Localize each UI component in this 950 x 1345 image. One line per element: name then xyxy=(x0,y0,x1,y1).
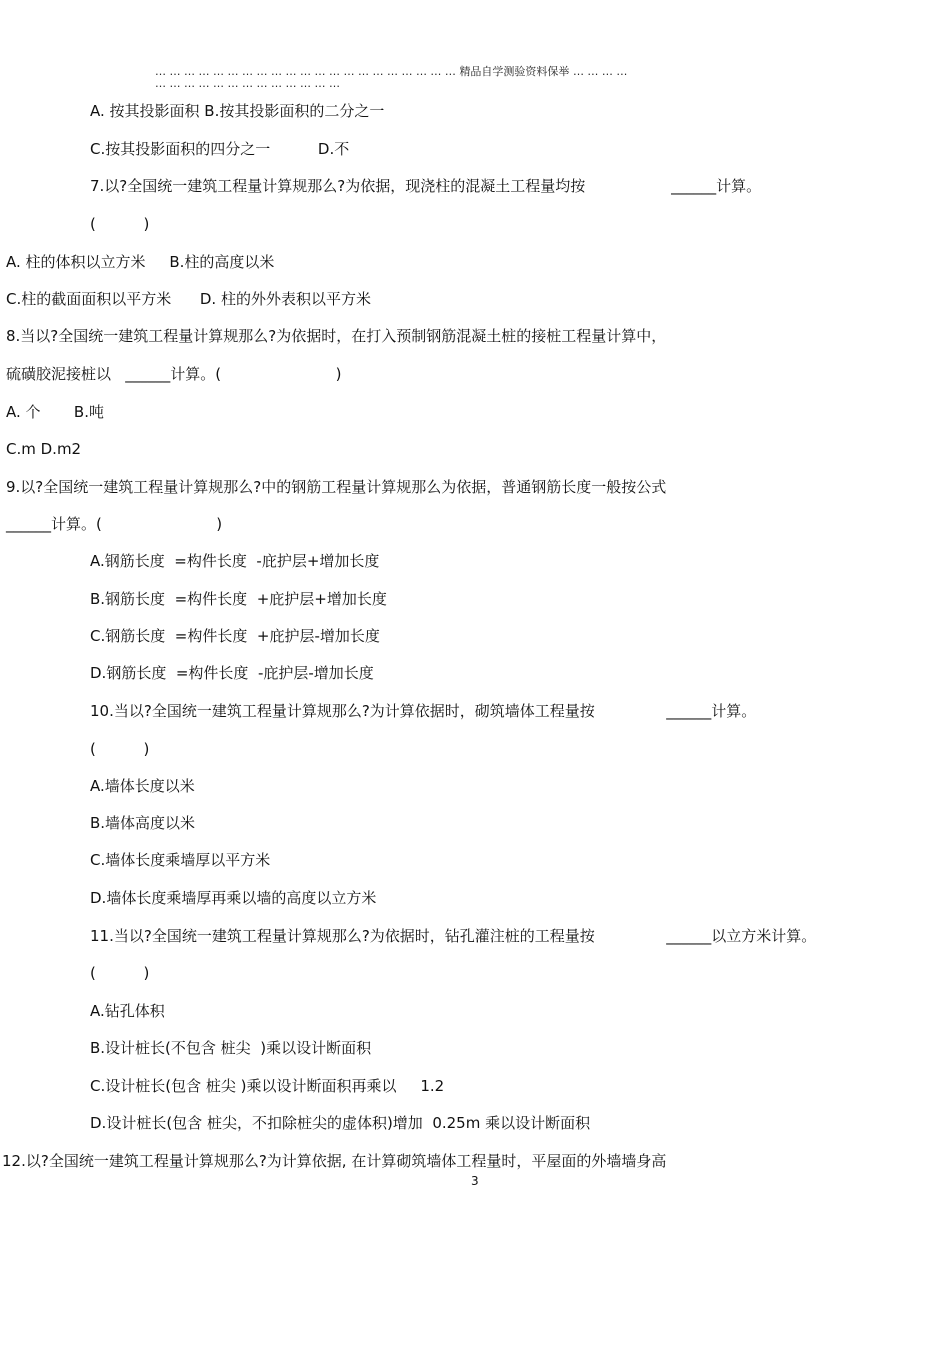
page-header xyxy=(155,66,755,90)
option-line: C.钢筋长度 =构件长度 +庇护层-增加长度 xyxy=(90,627,380,645)
answer-paren: ( ) xyxy=(90,964,150,982)
question-12: 12.以?全国统一建筑工程量计算规那么?为计算依据, 在计算砌筑墙体工程量时，平屋面的外墙墙身高 xyxy=(2,1152,667,1170)
answer-paren: ( ) xyxy=(90,740,150,758)
text-line: 硫磺胶泥接桩以 ______计算。( ) xyxy=(6,365,342,383)
header-dots-left: … … … … … … … … … … … … … … … … … … … … … xyxy=(155,65,456,78)
option-line: C.设计桩长(包含 桩尖 )乘以设计断面积再乘以 1.2 xyxy=(90,1077,445,1095)
text-line: C.按其投影面积的四分之一 D.不 xyxy=(90,140,350,158)
option-line: B.钢筋长度 =构件长度 +庇护层+增加长度 xyxy=(90,590,387,608)
text-line: C.柱的截面面积以平方米 D. 柱的外外表积以平方米 xyxy=(6,290,371,308)
header-dots-right: … … … … xyxy=(572,65,628,78)
option-line: A.钢筋长度 =构件长度 -庇护层+增加长度 xyxy=(90,552,380,570)
option-line: B.墙体高度以米 xyxy=(90,814,196,832)
text-line: A. 按其投影面积 B.按其投影面积的二分之一 xyxy=(90,102,385,120)
option-line: B.设计桩长(不包含 桩尖 )乘以设计断面积 xyxy=(90,1039,372,1057)
option-line: A.墙体长度以米 xyxy=(90,777,195,795)
text-line: ______计算。( ) xyxy=(6,515,223,533)
header-dots-second: … … … … … … … … … … … … … xyxy=(155,77,340,90)
header-title: 精品自学测验资料保举 xyxy=(459,65,570,78)
question-10: 10.当以?全国统一建筑工程量计算规那么?为计算依据时，砌筑墙体工程量按 ______计算。 xyxy=(90,702,757,720)
option-line: D.墙体长度乘墙厚再乘以墙的高度以立方米 xyxy=(90,889,377,907)
option-line: D.设计桩长(包含 桩尖，不扣除桩尖的虚体积)增加 0.25m 乘以设计断面积 xyxy=(90,1114,591,1132)
question-7: 7.以?全国统一建筑工程量计算规那么?为依据，现浇柱的混凝土工程量均按 ______计算。 xyxy=(90,177,762,195)
option-line: D.钢筋长度 =构件长度 -庇护层-增加长度 xyxy=(90,664,374,682)
question-8: 8.当以?全国统一建筑工程量计算规那么?为依据时，在打入预制钢筋混凝土桩的接桩工程量计算中， xyxy=(6,327,667,345)
answer-paren: ( ) xyxy=(90,215,150,233)
text-line: A. 柱的体积以立方米 B.柱的高度以米 xyxy=(6,253,275,271)
text-line: C.m D.m2 xyxy=(6,440,82,458)
question-11: 11.当以?全国统一建筑工程量计算规那么?为依据时，钻孔灌注桩的工程量按 ______以立方米计算。 xyxy=(90,927,817,945)
text-line: A. 个 B.吨 xyxy=(6,403,104,421)
option-line: A.钻孔体积 xyxy=(90,1002,165,1020)
page-number: 3 xyxy=(471,1174,479,1188)
option-line: C.墙体长度乘墙厚以平方米 xyxy=(90,851,271,869)
question-9: 9.以?全国统一建筑工程量计算规那么?中的钢筋工程量计算规那么为依据，普通钢筋长度一般按公式 xyxy=(6,478,667,496)
